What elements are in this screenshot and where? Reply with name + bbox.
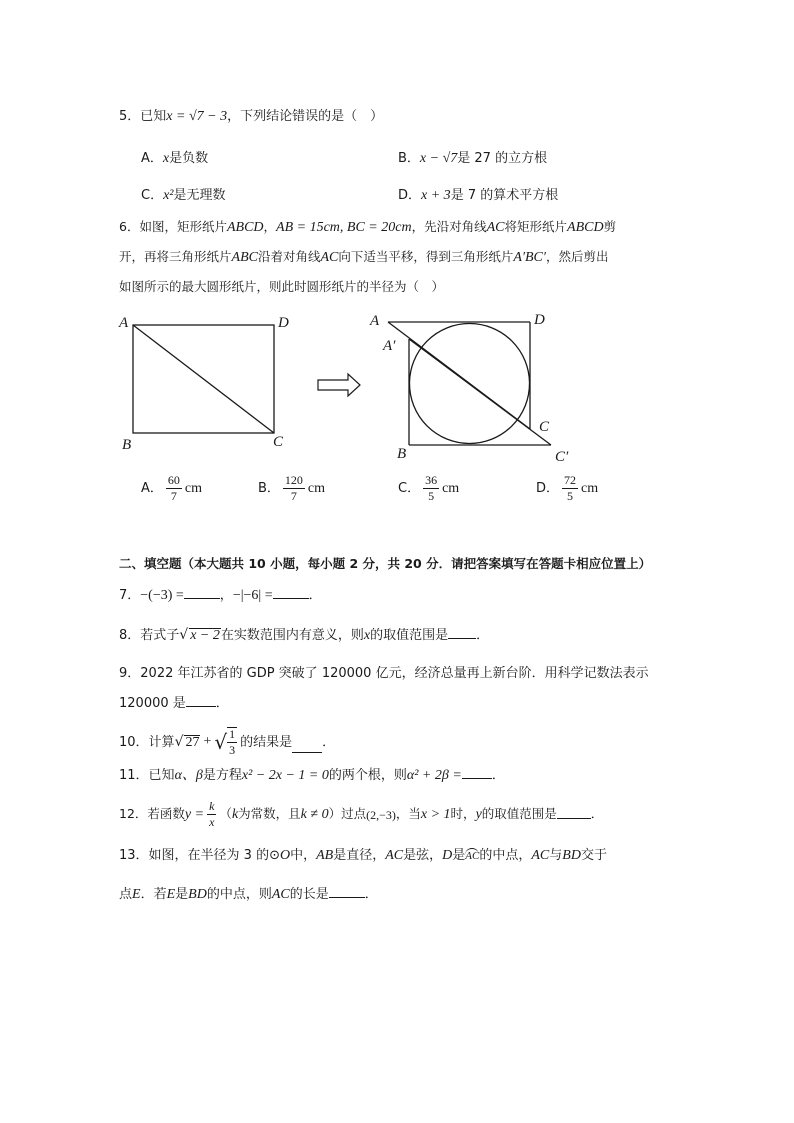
option-expr: x [162, 151, 170, 166]
q6-text: 沿着对角线 [257, 249, 321, 264]
denominator: 7 [290, 489, 297, 504]
q10 [119, 727, 335, 757]
q11-expr: α² + 2β = [406, 768, 462, 783]
unit: cm [442, 480, 460, 496]
unit: cm [184, 480, 203, 496]
numerator: 60 [166, 474, 182, 489]
question-number: 5． [119, 109, 141, 124]
right-label-c-prime: C′ [555, 449, 569, 462]
q6-line3 [119, 281, 444, 294]
q6-text: ， [263, 219, 277, 234]
q13-text: 的中点， [479, 848, 532, 863]
q7-expr1: −(−3) = [140, 588, 184, 603]
option-expr: x² [163, 188, 174, 203]
q8-radicand: x − 2 [190, 628, 220, 643]
q13-text: 交于 [580, 848, 607, 863]
numerator: 1 [227, 728, 237, 743]
answer-blank[interactable] [292, 751, 322, 753]
q13-end: ． [364, 887, 378, 902]
answer-blank[interactable] [329, 896, 365, 898]
q6-rect-name: ABCD [226, 220, 264, 235]
q6-text: 将矩形纸片 [504, 219, 568, 234]
q12 [119, 800, 603, 829]
q13-text: 的中点，则 [206, 887, 272, 902]
q6-figure [0, 312, 794, 462]
q6-text: 如图，矩形纸片 [139, 219, 227, 234]
q13-e: E [132, 887, 141, 902]
sqrt-icon: √ [174, 734, 184, 751]
q12-yvar: y [475, 806, 482, 822]
q6-dims: AB = 15cm, BC = 20cm [276, 220, 412, 235]
q6-diag: AC [486, 220, 505, 235]
option-label: A． [141, 151, 163, 166]
answer-blank[interactable] [557, 817, 591, 819]
option-label: D． [398, 188, 422, 203]
question-number: 7． [119, 588, 141, 603]
option-label: C． [398, 481, 421, 497]
q13-ab: AB [316, 848, 334, 863]
left-diagonal [133, 325, 274, 433]
q11-text: 已知 [148, 768, 175, 783]
q9-line2 [119, 697, 229, 710]
q12-text: 为常数，且 [238, 806, 301, 822]
q6-option-d[interactable] [536, 474, 598, 503]
q9-end: ． [215, 696, 229, 711]
q8-text: 的取值范围是 [370, 628, 449, 643]
option-expr: x − √7 [419, 151, 458, 166]
fraction [562, 474, 578, 503]
q12-text: （ [219, 806, 232, 822]
q13-ac: AC [271, 887, 290, 902]
option-label: A． [141, 481, 163, 497]
fraction [423, 474, 439, 503]
q13-text: 是 [452, 848, 466, 863]
q5-option-b[interactable] [398, 152, 547, 166]
fraction [283, 474, 305, 503]
q12-text: 时， [450, 806, 476, 822]
q6-text: 开，再将三角形纸片 [119, 249, 232, 264]
q5-text: 已知 [140, 109, 167, 124]
fraction [227, 727, 237, 757]
q12-cond: k ≠ 0 [300, 806, 329, 822]
right-label-b: B [397, 446, 407, 462]
q12-end: ． [590, 806, 604, 822]
q13-text: 与 [549, 848, 563, 863]
option-text: 是 27 的立方根 [457, 151, 548, 166]
q13-d: D [442, 848, 453, 863]
denominator: x [209, 815, 215, 830]
denominator: 3 [229, 743, 236, 758]
sqrt-icon: √ [214, 730, 228, 755]
q6-text: ，先沿对角线 [411, 219, 487, 234]
arrow-icon [318, 374, 360, 396]
q13-text: 是弦， [403, 848, 443, 863]
q7 [119, 589, 322, 603]
left-label-d: D [278, 315, 289, 331]
section-title [119, 558, 651, 571]
left-label-b: B [122, 437, 132, 453]
answer-blank[interactable] [273, 597, 309, 599]
q9-line1 [119, 667, 649, 680]
q6-line2 [119, 251, 608, 265]
option-text: 是 7 的算术平方根 [450, 188, 559, 203]
q6-text: 剪 [603, 219, 617, 234]
q6-text: ，然后剪出 [545, 249, 609, 264]
unit: cm [581, 480, 599, 496]
q13-text: 点 [119, 887, 133, 902]
q13-text: 如图，在半径为 3 的⊙ [148, 848, 280, 863]
q13-ac: AC [531, 848, 550, 863]
q12-text: ）过点 [328, 806, 367, 822]
q10-text: 的结果是 [240, 734, 293, 750]
question-number: 9． [119, 666, 141, 681]
fraction [166, 474, 182, 503]
q8-var: x [363, 628, 371, 643]
answer-blank[interactable] [448, 637, 476, 639]
option-label: B． [398, 151, 420, 166]
q5-given-expr: x = √7 − 3 [166, 109, 228, 124]
option-expr: x + 3 [421, 188, 451, 203]
right-label-d: D [534, 312, 545, 328]
denominator: 7 [170, 489, 177, 504]
sqrt-icon: √ [179, 627, 189, 643]
q13-bd: BD [562, 848, 581, 863]
q6-text: 如图所示的最大圆形纸片，则此时圆形纸片的半径为（ ） [119, 279, 445, 294]
q6-diag: AC [320, 250, 339, 265]
answer-blank[interactable] [462, 777, 492, 779]
q12-text: ，当 [395, 806, 421, 822]
q12-text: 若函数 [147, 806, 185, 822]
q5-option-c[interactable] [141, 189, 226, 203]
q12-yeq: y = [184, 806, 205, 822]
question-number: 12． [119, 806, 148, 822]
answer-blank[interactable] [184, 597, 220, 599]
q12-cond2: x > 1 [420, 806, 451, 822]
q7-sep: ， [219, 588, 233, 603]
option-label: B． [258, 481, 280, 497]
numerator: k [207, 800, 216, 815]
q5-option-a[interactable] [141, 152, 208, 166]
q8 [119, 628, 489, 643]
q6-line1 [119, 221, 616, 235]
q8-text: 在实数范围内有意义，则 [220, 628, 364, 643]
q11-vars: α、β [174, 768, 203, 783]
q11-text: 是方程 [202, 768, 242, 783]
option-label: C． [141, 188, 164, 203]
q12-point: (2,−3) [366, 807, 396, 822]
q11-text: 的两个根，则 [328, 768, 407, 783]
q8-text: 若式子 [140, 628, 180, 643]
q13-line1 [119, 849, 607, 863]
left-label-a: A [119, 315, 129, 331]
q11-end: ． [491, 768, 505, 783]
q13-arc: AC [465, 850, 480, 862]
q7-end: ． [308, 588, 322, 603]
q13-ac: AC [385, 848, 404, 863]
q13-o: O [279, 848, 291, 863]
q11-eq: x² − 2x − 1 = 0 [241, 768, 329, 783]
q10-end: ． [322, 734, 336, 750]
q6-option-b[interactable] [258, 474, 325, 503]
numerator: 72 [562, 474, 578, 489]
q7-expr2: −|−6| = [232, 588, 273, 603]
right-label-a: A [370, 313, 380, 329]
question-number: 13． [119, 848, 149, 863]
answer-blank[interactable] [186, 705, 216, 707]
q10-plus: + [203, 734, 212, 750]
q9-text: 120000 是 [119, 696, 186, 711]
question-number: 11． [119, 768, 149, 783]
q6-tri2: A′BC′ [513, 250, 546, 265]
q13-text: 中， [290, 848, 317, 863]
q13-text: 是直径， [333, 848, 386, 863]
option-text: 是负数 [169, 151, 209, 166]
q6-tri: ABC [231, 250, 258, 265]
q9-text: 2022 年江苏省的 GDP 突破了 120000 亿元，经济总量再上新台阶．用科学记数法表示 [140, 666, 649, 681]
numerator: 120 [283, 474, 305, 489]
q6-option-c[interactable] [398, 474, 459, 503]
left-label-c: C [273, 434, 284, 450]
q8-end: ． [476, 628, 490, 643]
q6-rect-name: ABCD [567, 220, 604, 235]
question-number: 6． [119, 219, 140, 234]
denominator: 5 [428, 489, 435, 504]
q10-text: 计算 [148, 734, 175, 750]
q5-text-b: ，下列结论错误的是（ ） [227, 109, 384, 124]
q5-option-d[interactable] [398, 189, 558, 203]
q10-radicand: 27 [185, 734, 200, 750]
q13-text: 的长是 [289, 887, 329, 902]
fraction [207, 800, 216, 829]
right-label-c: C [539, 419, 550, 435]
q6-option-a[interactable] [141, 474, 202, 503]
unit: cm [307, 480, 326, 496]
q13-text: ．若 [140, 887, 167, 902]
question-number: 10． [119, 734, 149, 750]
q13-text: 是 [175, 887, 189, 902]
option-label: D． [536, 481, 560, 497]
right-label-a-prime: A′ [383, 338, 396, 354]
q6-text: 向下适当平移，得到三角形纸片 [338, 249, 514, 264]
question-number: 8． [119, 628, 141, 643]
denominator: 5 [567, 489, 574, 504]
q11 [119, 769, 505, 783]
q13-bd: BD [188, 887, 207, 902]
section-title-text: 二、填空题（本大题共 10 小题，每小题 2 分，共 20 分．请把答案填写在答题卡相应位置上） [119, 556, 652, 571]
q12-kvar: k [231, 806, 239, 822]
numerator: 36 [423, 474, 439, 489]
q12-text: 的取值范围是 [481, 806, 557, 822]
q13-e: E [166, 887, 176, 902]
option-text: 是无理数 [173, 188, 226, 203]
q5-stem [119, 110, 383, 124]
q13-line2 [119, 888, 378, 902]
